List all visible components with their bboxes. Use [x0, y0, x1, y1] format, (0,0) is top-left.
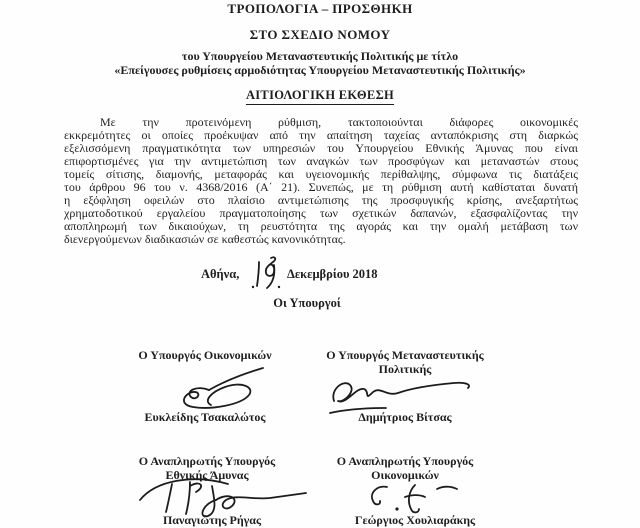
section-heading: [0, 88, 640, 105]
signatory-title-finance-minister: Ο Υπουργός Οικονομικών: [138, 348, 272, 362]
signatory-title-migration-minister: Ο Υπουργός Μεταναστευτικής Πολιτικής: [326, 348, 484, 376]
paragraph-line: εξελισσόμενη πραγματικότητα των υπηρεσιών του Υπουργείου Εθνικής Άμυνας που είναι: [64, 141, 578, 155]
signatory-name-rigas: Παναγιώτης Ρήγας: [162, 513, 262, 527]
signature-chouliarakis: [357, 481, 472, 517]
paragraph-line: η εξόφληση οφειλών στο πλαίσιο αντιμετώπισης της προσφυγικής κρίσης, ανεξαρτήτως: [64, 193, 578, 207]
signature-vitsas: [328, 375, 478, 415]
signatory-name-tsakalotos: Ευκλείδης Τσακαλώτος: [144, 410, 266, 424]
paragraph-line: χρηματοδοτικού εργαλείου πραγματοποίησης των σχετικών δαπανών, εξασφαλίζοντας την: [64, 206, 578, 220]
section-heading-text: ΑΙΤΙΟΛΟΓΙΚΗ ΕΚΘΕΣΗ: [246, 88, 394, 105]
signatory-title-finance-alternate-minister: Ο Αναπληρωτής Υπουργός Οικονομικών: [336, 454, 474, 482]
signatory-name-chouliarakis: Γεώργιος Χουλιαράκης: [354, 513, 476, 527]
signature-tsakalotos: [145, 361, 270, 411]
paragraph-line: Με την προτεινόμενη ρύθμιση, τακτοποιούνται διάφορες οικονομικές: [100, 115, 578, 129]
bill-subtitle-line2: «Επείγουσες ρυθμίσεις αρμοδιότητας Υπουργείου Μεταναστευτικής Πολιτικής»: [114, 62, 526, 77]
paragraph-line: τομείς σίτισης, διαμονής, μεταφοράς και υγειονομικής περίθαλψης, σύμφωνα τις διατάξεις: [64, 167, 578, 181]
date-city-label: Αθήνα,: [201, 267, 240, 281]
paragraph-line: του άρθρου 96 του ν. 4368/2016 (Α΄ 21). Συνεπώς, με τη ρύθμιση αυτή καθίσταται δυνατή: [64, 180, 578, 194]
paragraph-line: επιφορτισμένες για την αντιμετώπιση των αναγκών των προσφύγων και μεταναστών στους: [64, 154, 578, 168]
paragraph-line: διενεργούμενων διαδικασιών σε καθεστώς κανονικότητας.: [64, 232, 346, 246]
bill-subtitle: [0, 50, 640, 77]
document-title: ΤΡΟΠΟΛΟΓΙΑ – ΠΡΟΣΘΗΚΗ: [227, 1, 413, 16]
ministers-heading: Οι Υπουργοί: [273, 296, 341, 310]
bill-title: ΣΤΟ ΣΧΕΔΙΟ ΝΟΜΟΥ: [249, 27, 391, 42]
signatory-title-defence-alternate-minister: Ο Αναπληρωτής Υπουργός Εθνικής Άμυνας: [138, 454, 276, 482]
bill-subtitle-line1: του Υπουργείου Μεταναστευτικής Πολιτικής με τίτλο: [181, 49, 459, 63]
paragraph-line: αποπληρωμή των δικαιούχων, τη ρευστότητα της αγοράς και την ομαλή μετάβαση των: [64, 219, 578, 233]
paragraph-line: εκκρεμότητες οι οποίες προέκυψαν από την απαίτηση ταχείας ανταπόκρισης στη διαρκώς: [64, 128, 578, 142]
handwritten-day-icon: [250, 255, 282, 291]
date-month-year-label: Δεκεμβρίου 2018: [287, 267, 378, 281]
signatory-name-vitsas: Δημήτριος Βίτσας: [358, 410, 452, 424]
explanatory-report-paragraph: [64, 116, 578, 246]
